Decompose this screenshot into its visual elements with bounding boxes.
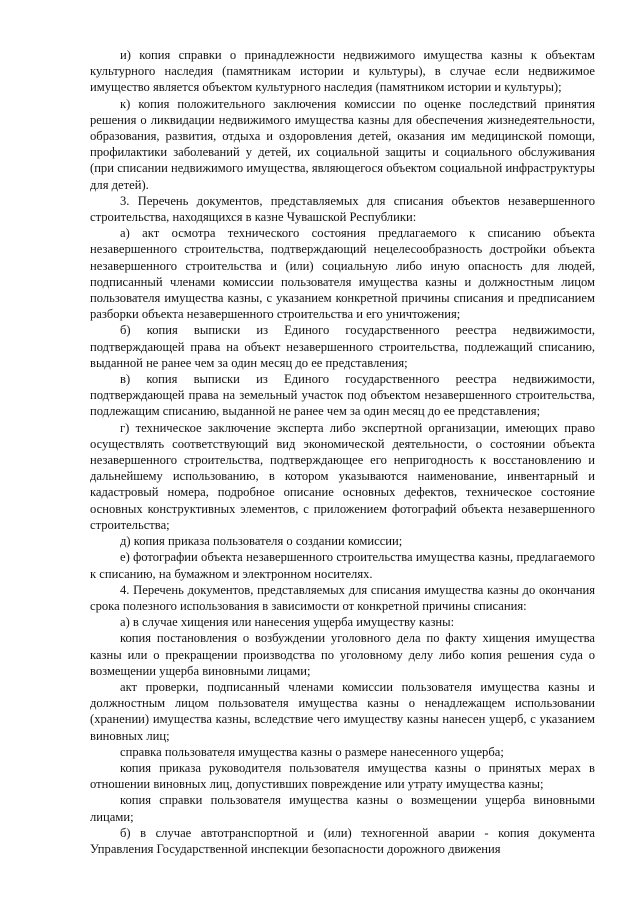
paragraph-criminal-case-copy: копия постановления о возбуждении уголовного дела по факту хищения имущества казны или о прекращении производства по уголовному делу либо копия решения суда о возмещении ущерба виновными лицами; <box>90 631 595 678</box>
paragraph-item-g: г) техническое заключение эксперта либо экспертной организации, имеющих право осуществлять соответствующий вид экономической деятельности, о состоянии объекта незавершенного строительства, подтверждающее его непригодность к восстановлению и дальнейшему использованию, в котором указываются наименование, инвентарный и кадастровый номера, подробное описание основных дефектов, техническое состояние основных конструктивных элементов, с приложением фотографий объекта незавершенного строительства; <box>90 420 595 532</box>
paragraph-damage-certificate: справка пользователя имущества казны о размере нанесенного ущерба; <box>120 744 504 759</box>
paragraph-item-d: д) копия приказа пользователя о создании комиссии; <box>120 534 403 549</box>
paragraph-section-4-heading: 4. Перечень документов, представляемых для списания имущества казны до окончания срока полезного использования в зависимости от конкретной причины списания: <box>90 582 595 613</box>
paragraph-section-4-item-b: б) в случае автотранспортной и (или) техногенной аварии - копия документа Управления Государственной инспекции безопасности дорожного движения <box>90 825 595 856</box>
paragraph-order-copy: копия приказа руководителя пользователя имущества казны о принятых мерах в отношении виновных лиц, допустивших повреждение или утрату имущества казны; <box>90 760 595 792</box>
paragraph-section-3-heading: 3. Перечень документов, представляемых для списания объектов незавершенного строительства, находящихся в казне Чувашской Республики: <box>90 193 595 225</box>
paragraph-section-4-item-a: а) в случае хищения или нанесения ущерба имуществу казны: <box>120 615 455 630</box>
paragraph-inspection-act: акт проверки, подписанный членами комиссии пользователя имущества казны и должностным лицом пользователя имущества казны о ненадлежащем использовании (хранении) имущества казны, вследствие чего имуществу казны нанесен ущерб, с указанием виновных лиц; <box>90 679 595 743</box>
paragraph-compensation-certificate: копия справки пользователя имущества казны о возмещении ущерба виновными лицами; <box>90 793 595 824</box>
paragraph-item-k: к) копия положительного заключения комиссии по оценке последствий принятия решения о ликвидации недвижимого имущества казны для обеспечения жизнедеятельности, образования, развития, отдыха и оздоровления детей, оказания им медицинской помощи, профилактики заболеваний у детей, их социальной защиты и социального обслуживания (при списании недвижимого имущества, являющегося объектом социальной инфраструктуры для детей). <box>90 96 595 192</box>
paragraph-item-i: и) копия справки о принадлежности недвижимого имущества казны к объектам культурного наследия (памятникам истории и культуры), в случае если недвижимое имущество является объектом культурного наследия (памятником истории и культуры); <box>90 48 595 95</box>
paragraph-item-a: а) акт осмотра технического состояния предлагаемого к списанию объекта незавершенного строительства, подтверждающий нецелесообразность достройки объекта незавершенного строительства и (или) социальную либо иную опасность для людей, подписанный членами комиссии пользователя имущества казны и должностным лицом пользователя имущества казны, с указанием конкретной причины списания и предписанием разборки объекта незавершенного строительства и его уничтожения; <box>90 226 595 322</box>
paragraph-item-b: б) копия выписки из Единого государственного реестра недвижимости, подтверждающей права на объект незавершенного строительства, подлежащий списанию, выданной не ранее чем за один месяц до ее представления; <box>90 323 595 370</box>
paragraph-item-e: е) фотографии объекта незавершенного строительства имущества казны, предлагаемого к списанию, на бумажном и электронном носителях. <box>90 550 595 581</box>
document-body <box>90 47 595 857</box>
paragraph-item-v: в) копия выписки из Единого государственного реестра недвижимости, подтверждающей права на земельный участок под объектом незавершенного строительства, подлежащим списанию, выданной не ранее чем за один месяц до ее представления; <box>90 372 595 419</box>
